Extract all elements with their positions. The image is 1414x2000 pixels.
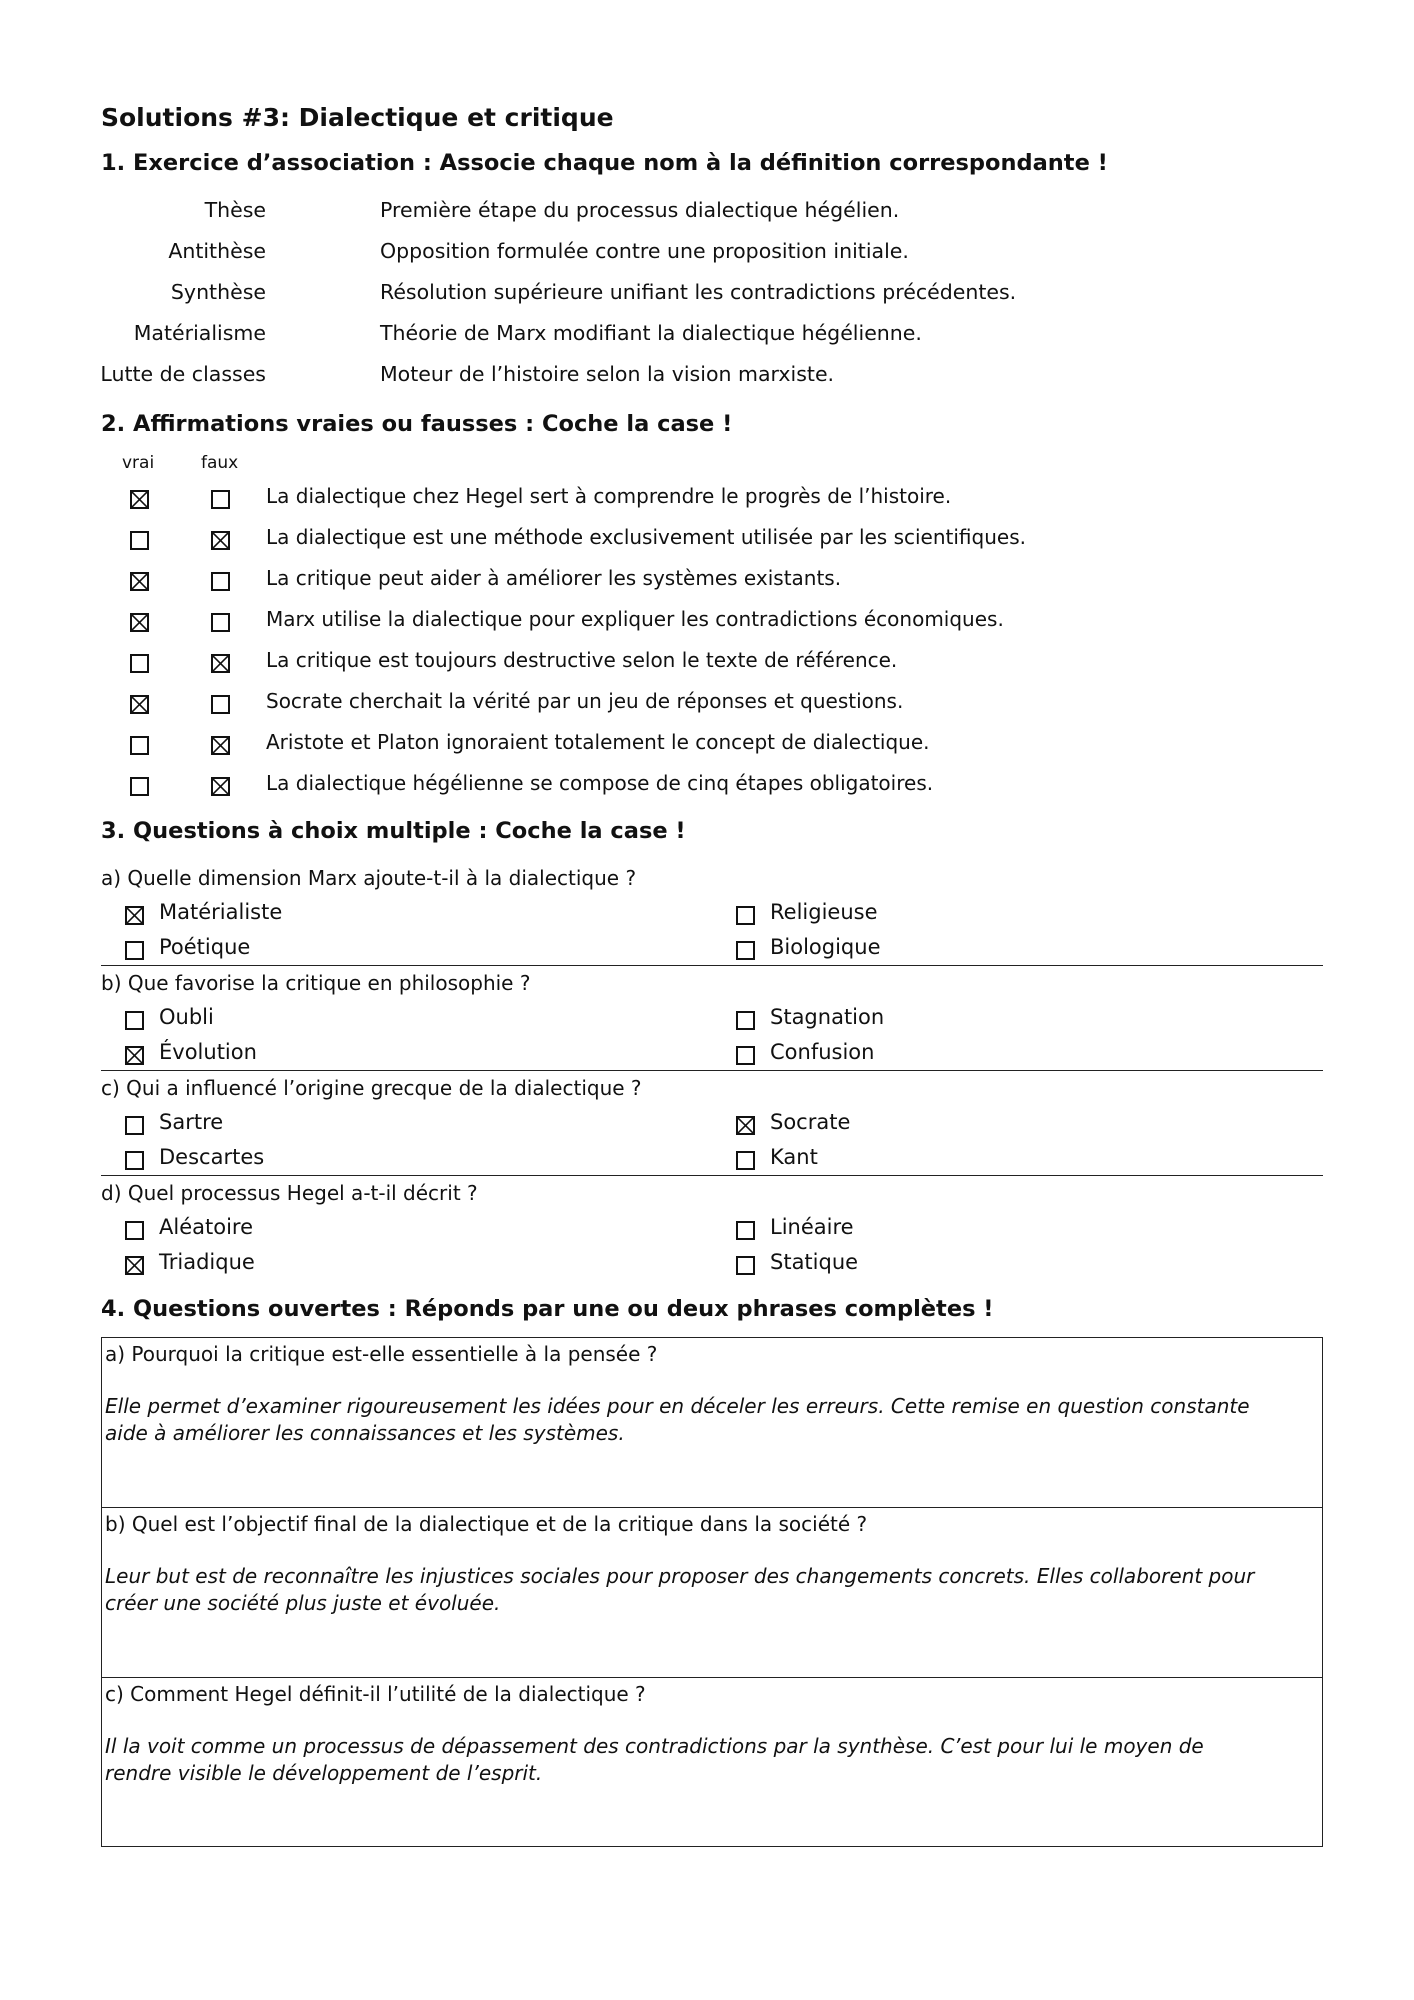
true-false-row — [101, 566, 1323, 598]
checkbox-unchecked[interactable] — [130, 777, 149, 796]
mc-option-label: Confusion — [770, 1040, 875, 1064]
checkbox-unchecked[interactable] — [130, 654, 149, 673]
page-title: Solutions #3: Dialectique et critique — [101, 103, 614, 132]
checkbox-unchecked[interactable] — [211, 695, 230, 714]
checkbox-checked[interactable] — [736, 1116, 755, 1135]
statement-text: Socrate cherchait la vérité par un jeu de réponses et questions. — [266, 689, 904, 713]
mc-option-label: Kant — [770, 1145, 818, 1169]
mc-option-label: Poétique — [159, 935, 251, 959]
checkbox-checked[interactable] — [211, 736, 230, 755]
matching-row — [101, 362, 1323, 392]
mc-option-label: Descartes — [159, 1145, 265, 1169]
matching-definition: Moteur de l’histoire selon la vision marxiste. — [380, 362, 835, 386]
checkbox-unchecked[interactable] — [125, 1116, 144, 1135]
matching-term: Matérialisme — [133, 321, 266, 345]
checkbox-checked[interactable] — [130, 695, 149, 714]
matching-row — [101, 239, 1323, 269]
section1-heading: 1. Exercice d’association : Associe chaque nom à la définition correspondante ! — [101, 150, 1108, 176]
mc-option-label: Sartre — [159, 1110, 224, 1134]
mc-question: b) Que favorise la critique en philosophie ? — [101, 971, 531, 995]
mc-question: d) Quel processus Hegel a-t-il décrit ? — [101, 1181, 478, 1205]
checkbox-unchecked[interactable] — [211, 572, 230, 591]
matching-definition: Résolution supérieure unifiant les contradictions précédentes. — [380, 280, 1017, 304]
open-question-text: c) Comment Hegel définit-il l’utilité de la dialectique ? — [105, 1682, 646, 1706]
column-header-false: faux — [201, 453, 239, 473]
open-question-answer[interactable] — [105, 1563, 1319, 1617]
checkbox-unchecked[interactable] — [736, 906, 755, 925]
checkbox-unchecked[interactable] — [736, 1256, 755, 1275]
section2-heading: 2. Affirmations vraies ou fausses : Coche la case ! — [101, 411, 733, 437]
checkbox-checked[interactable] — [125, 906, 144, 925]
checkbox-checked[interactable] — [130, 490, 149, 509]
answer-line: aide à améliorer les connaissances et les systèmes. — [105, 1421, 625, 1445]
open-question-text: a) Pourquoi la critique est-elle essentielle à la pensée ? — [105, 1342, 658, 1366]
matching-row — [101, 280, 1323, 310]
checkbox-unchecked[interactable] — [130, 736, 149, 755]
checkbox-checked[interactable] — [211, 654, 230, 673]
checkbox-unchecked[interactable] — [736, 1046, 755, 1065]
true-false-row — [101, 607, 1323, 639]
mc-option-label: Religieuse — [770, 900, 878, 924]
true-false-row — [101, 771, 1323, 803]
matching-definition: Opposition formulée contre une proposition initiale. — [380, 239, 909, 263]
open-question-cell — [102, 1338, 1322, 1508]
checkbox-checked[interactable] — [130, 613, 149, 632]
checkbox-checked[interactable] — [125, 1256, 144, 1275]
section3-heading: 3. Questions à choix multiple : Coche la case ! — [101, 818, 686, 844]
matching-term: Lutte de classes — [100, 362, 266, 386]
mc-option-label: Matérialiste — [159, 900, 283, 924]
answer-line: Il la voit comme un processus de dépassement des contradictions par la synthèse. C’est pour lui le moyen de — [105, 1734, 1204, 1758]
mc-option-label: Évolution — [159, 1040, 257, 1064]
section4-heading: 4. Questions ouvertes : Réponds par une ou deux phrases complètes ! — [101, 1296, 994, 1322]
matching-row — [101, 321, 1323, 351]
matching-definition: Première étape du processus dialectique hégélien. — [380, 198, 900, 222]
open-questions-table — [101, 1337, 1323, 1847]
checkbox-unchecked[interactable] — [736, 1221, 755, 1240]
checkbox-unchecked[interactable] — [125, 941, 144, 960]
matching-term: Thèse — [204, 198, 266, 222]
mc-option-label: Triadique — [159, 1250, 255, 1274]
checkbox-checked[interactable] — [211, 777, 230, 796]
checkbox-checked[interactable] — [125, 1046, 144, 1065]
mc-separator — [101, 965, 1323, 966]
checkbox-unchecked[interactable] — [211, 490, 230, 509]
mc-option-label: Socrate — [770, 1110, 851, 1134]
checkbox-unchecked[interactable] — [125, 1011, 144, 1030]
matching-term: Antithèse — [168, 239, 266, 263]
checkbox-unchecked[interactable] — [736, 1151, 755, 1170]
true-false-row — [101, 689, 1323, 721]
open-question-cell — [102, 1678, 1322, 1846]
statement-text: La critique est toujours destructive selon le texte de référence. — [266, 648, 898, 672]
mc-question: a) Quelle dimension Marx ajoute-t-il à la dialectique ? — [101, 866, 637, 890]
answer-line: Elle permet d’examiner rigoureusement les idées pour en déceler les erreurs. Cette remise en question constante — [105, 1394, 1250, 1418]
mc-question: c) Qui a influencé l’origine grecque de la dialectique ? — [101, 1076, 642, 1100]
matching-row — [101, 198, 1323, 228]
checkbox-unchecked[interactable] — [125, 1221, 144, 1240]
checkbox-unchecked[interactable] — [130, 531, 149, 550]
checkbox-checked[interactable] — [211, 531, 230, 550]
statement-text: La dialectique chez Hegel sert à comprendre le progrès de l’histoire. — [266, 484, 952, 508]
checkbox-unchecked[interactable] — [125, 1151, 144, 1170]
mc-separator — [101, 1175, 1323, 1176]
open-question-text: b) Quel est l’objectif final de la dialectique et de la critique dans la société ? — [105, 1512, 868, 1536]
open-question-answer[interactable] — [105, 1393, 1319, 1447]
checkbox-checked[interactable] — [130, 572, 149, 591]
answer-line: rendre visible le développement de l’esprit. — [105, 1761, 543, 1785]
statement-text: La dialectique est une méthode exclusivement utilisée par les scientifiques. — [266, 525, 1026, 549]
true-false-row — [101, 648, 1323, 680]
checkbox-unchecked[interactable] — [211, 613, 230, 632]
open-question-answer[interactable] — [105, 1733, 1319, 1787]
matching-definition: Théorie de Marx modifiant la dialectique hégélienne. — [380, 321, 922, 345]
true-false-row — [101, 484, 1323, 516]
mc-option-label: Stagnation — [770, 1005, 885, 1029]
true-false-row — [101, 525, 1323, 557]
statement-text: Marx utilise la dialectique pour expliquer les contradictions économiques. — [266, 607, 1004, 631]
true-false-row — [101, 730, 1323, 762]
mc-option-label: Biologique — [770, 935, 881, 959]
mc-option-label: Oubli — [159, 1005, 214, 1029]
checkbox-unchecked[interactable] — [736, 941, 755, 960]
column-header-true: vrai — [122, 453, 155, 473]
statement-text: La critique peut aider à améliorer les systèmes existants. — [266, 566, 842, 590]
mc-option-label: Linéaire — [770, 1215, 854, 1239]
checkbox-unchecked[interactable] — [736, 1011, 755, 1030]
answer-line: Leur but est de reconnaître les injustices sociales pour proposer des changements concrets. Elles collaborent pour — [105, 1564, 1255, 1588]
matching-term: Synthèse — [170, 280, 266, 304]
mc-option-label: Aléatoire — [159, 1215, 253, 1239]
mc-separator — [101, 1070, 1323, 1071]
statement-text: Aristote et Platon ignoraient totalement le concept de dialectique. — [266, 730, 930, 754]
statement-text: La dialectique hégélienne se compose de cinq étapes obligatoires. — [266, 771, 934, 795]
mc-option-label: Statique — [770, 1250, 859, 1274]
answer-line: créer une société plus juste et évoluée. — [105, 1591, 501, 1615]
open-question-cell — [102, 1508, 1322, 1678]
